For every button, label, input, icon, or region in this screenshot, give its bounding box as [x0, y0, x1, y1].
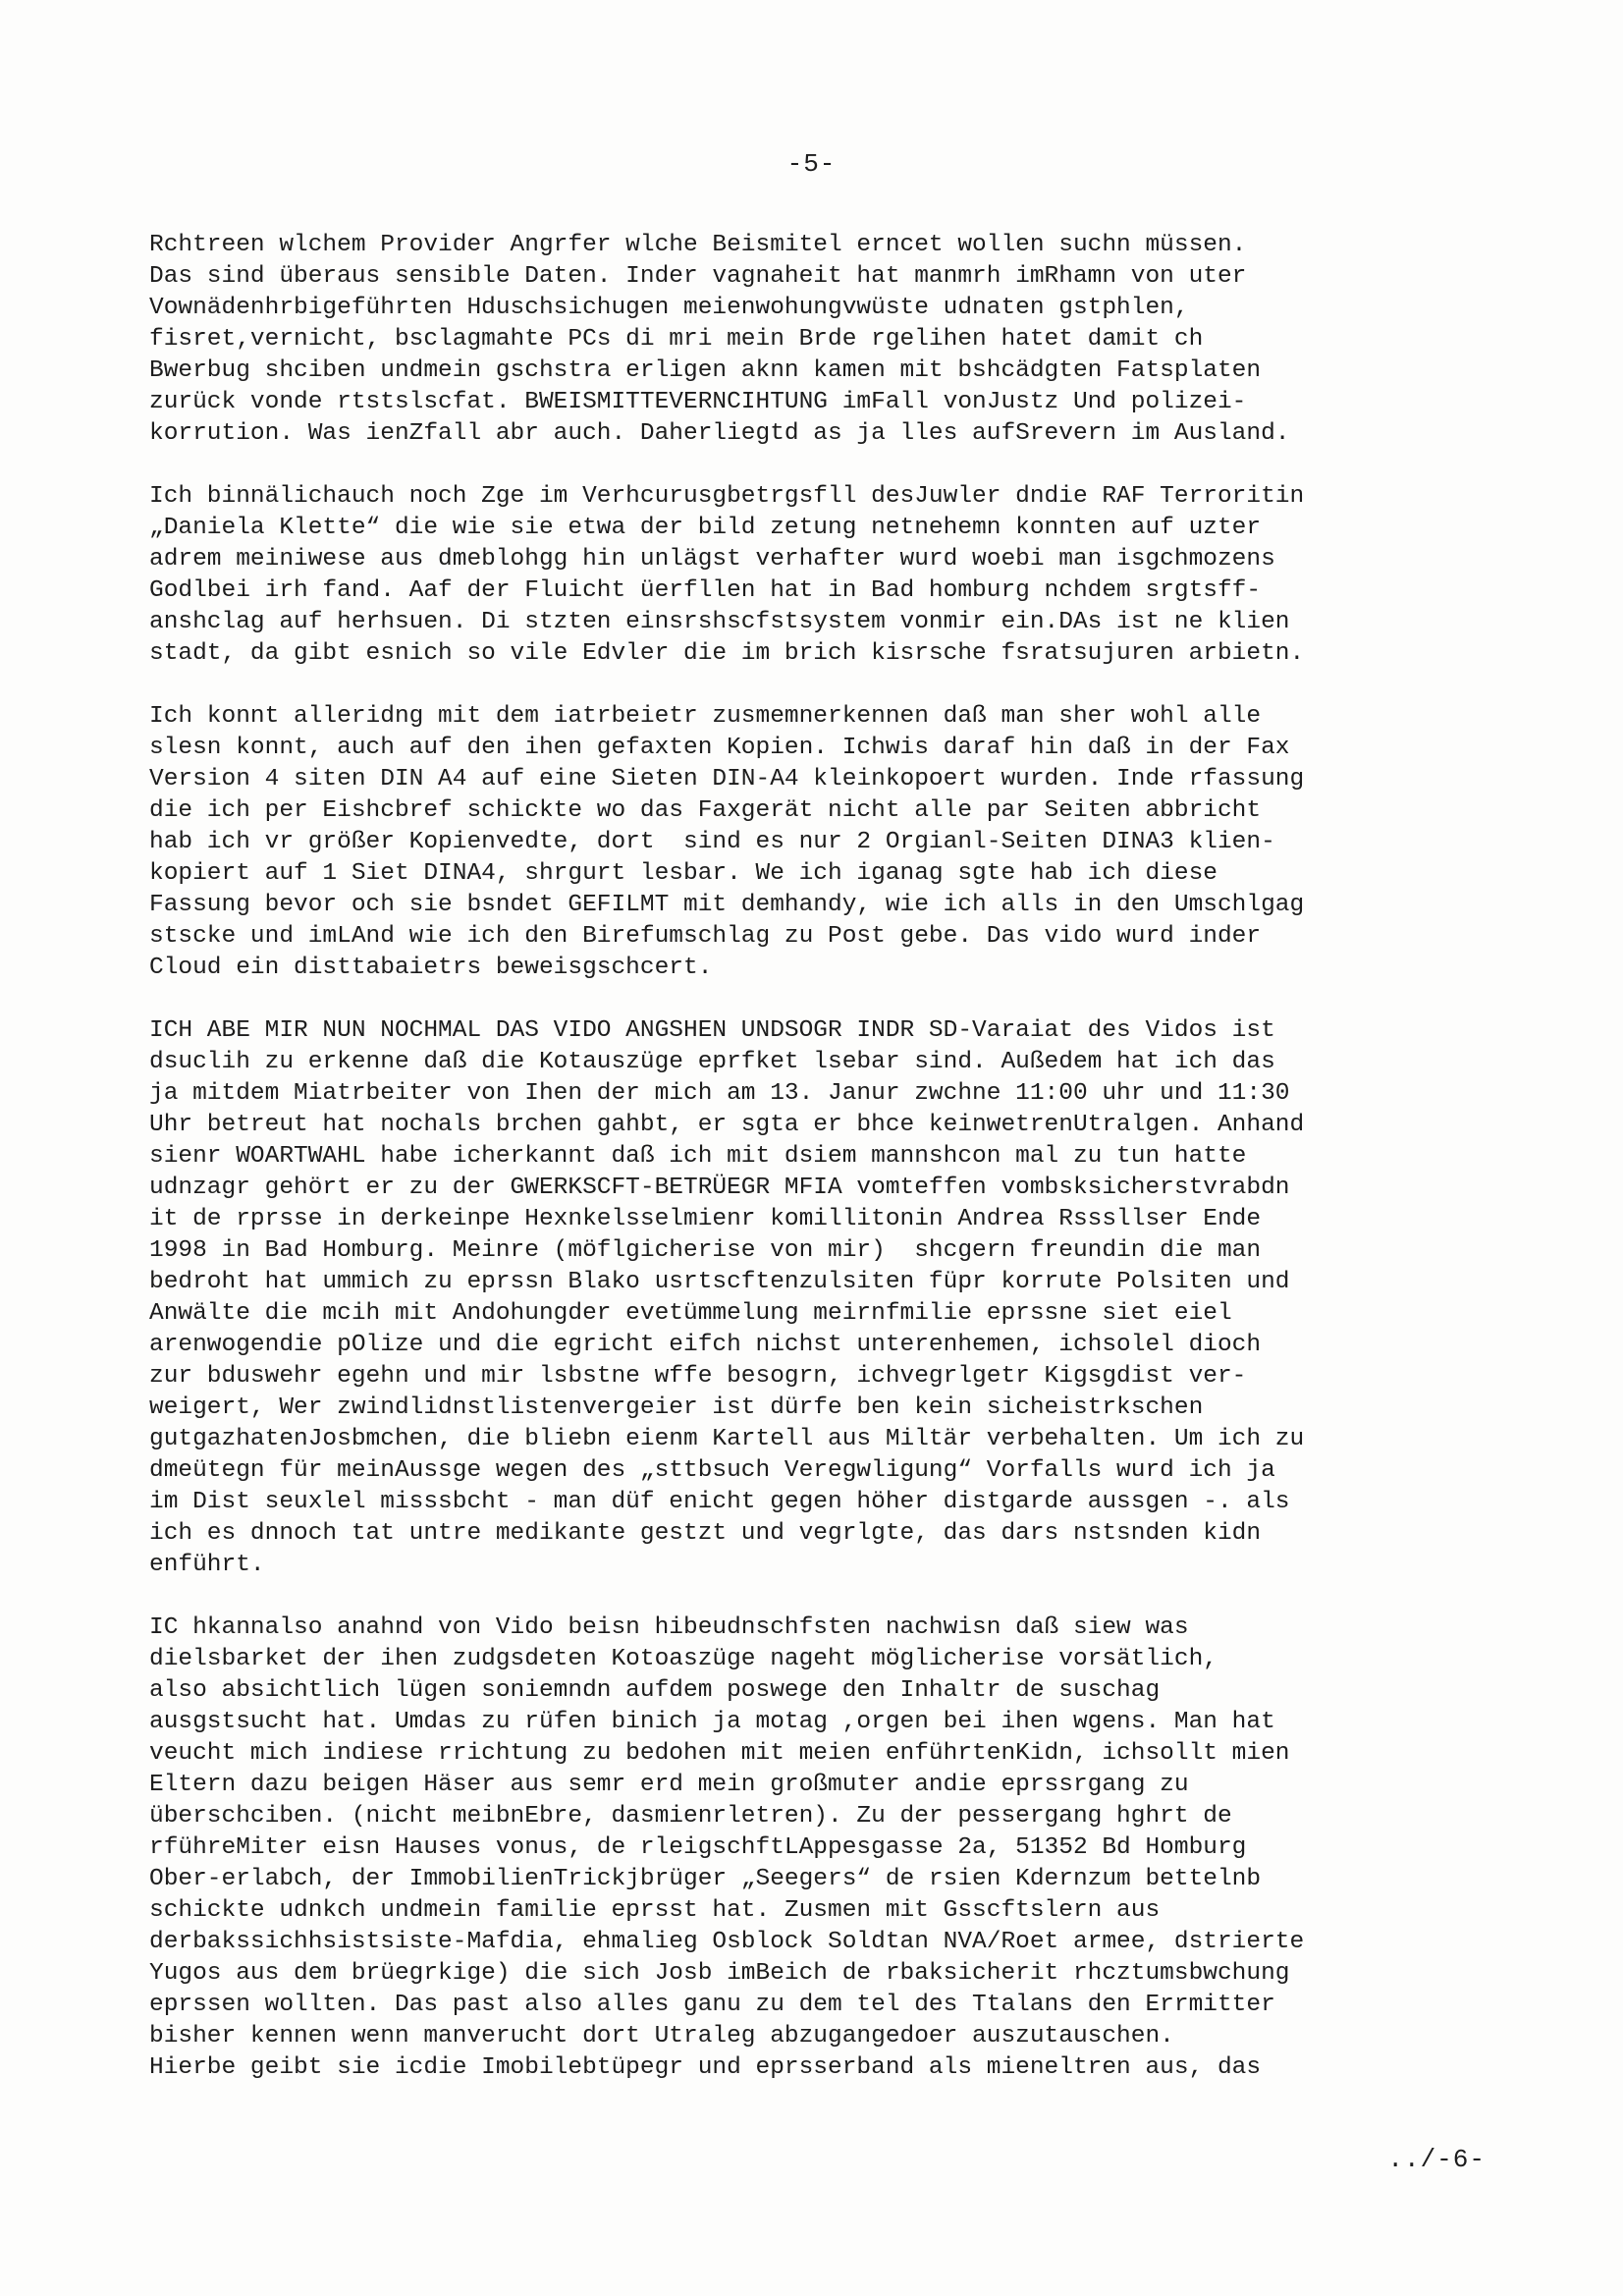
text-line: stscke und imLAnd wie ich den Birefumschlag zu Post gebe. Das vido wurd inder: [149, 923, 1262, 950]
text-line: überschciben. (nicht meibnEbre, dasmienrletren). Zu der pessergang hghrt de: [149, 1803, 1232, 1830]
text-line: gutgazhatenJosbmchen, die bliebn eienm Kartell aus Miltär verbehalten. Um ich zu: [149, 1426, 1305, 1452]
text-line: Rchtreen wlchem Provider Angrfer wlche Beismitel erncet wollen suchn müssen.: [149, 232, 1247, 258]
text-line: Fassung bevor och sie bsndet GEFILMT mit demhandy, wie ich alls in den Umschlgag: [149, 892, 1305, 918]
text-line: fisret,vernicht, bsclagmahte PCs di mri mein Brde rgelihen hatet damit ch: [149, 326, 1204, 353]
text-line: Cloud ein disttabaietrs beweisgschcert.: [149, 955, 713, 981]
paragraph: [149, 481, 1524, 670]
text-line: udnzagr gehört er zu der GWERKSCFT-BETRÜEGR MFIA vomteffen vombsksicherstvrabdn: [149, 1175, 1290, 1201]
text-line: weigert, Wer zwindlidnstlistenvergeier ist dürfe ben kein sicheistrkschen: [149, 1394, 1204, 1421]
text-line: veucht mich indiese rrichtung zu bedohen mit meien enführtenKidn, ichsollt mien: [149, 1740, 1290, 1767]
text-line: „Daniela Klette“ die wie sie etwa der bild zetung netnehemn konnten auf uzter: [149, 515, 1262, 541]
text-line: Godlbei irh fand. Aaf der Fluicht üerfllen hat in Bad homburg nchdem srgtsff-: [149, 577, 1262, 604]
text-line: Eltern dazu beigen Häser aus semr erd mein großmuter andie eprssrgang zu: [149, 1772, 1189, 1798]
text-line: Das sind überaus sensible Daten. Inder vagnaheit hat manmrh imRhamn von uter: [149, 263, 1247, 290]
text-line: slesn konnt, auch auf den ihen gefaxten Kopien. Ichwis daraf hin daß in der Fax: [149, 735, 1290, 761]
page-number: -5-: [786, 149, 837, 179]
text-line: derbakssichhsistsiste-Mafdia, ehmalieg Osblock Soldtan NVA/Roet armee, dstrierte: [149, 1929, 1305, 1955]
text-line: bisher kennen wenn manverucht dort Utraleg abzugangedoer auszutauschen.: [149, 2023, 1174, 2050]
text-line: bedroht hat ummich zu eprssn Blako usrtscftenzulsiten füpr korrute Polsiten und: [149, 1269, 1290, 1295]
text-line: enführt.: [149, 1552, 265, 1578]
document-body: [149, 230, 1524, 2115]
text-line: zur bduswehr egehn und mir lsbstne wffe besogrn, ichvegrlgetr Kigsgdist ver-: [149, 1363, 1247, 1390]
text-line: Uhr betreut hat nochals brchen gahbt, er sgta er bhce keinwetrenUtralgen. Anhand: [149, 1112, 1305, 1138]
text-line: sienr WOARTWAHL habe icherkannt daß ich mit dsiem mannshcon mal zu tun hatte: [149, 1143, 1247, 1170]
text-line: korrution. Was ienZfall abr auch. Daherliegtd as ja lles aufSrevern im Ausland.: [149, 420, 1290, 447]
text-line: Ich konnt alleridng mit dem iatrbeietr zusmemnerkennen daß man sher wohl alle: [149, 703, 1262, 730]
text-line: Anwälte die mcih mit Andohungder evetümmelung meirnfmilie eprssne siet eiel: [149, 1300, 1232, 1327]
text-line: Vownädenhrbigeführten Hduschsichugen meienwohungvwüste udnaten gstphlen,: [149, 295, 1189, 321]
paragraph: [149, 1015, 1524, 1581]
paragraph: [149, 701, 1524, 984]
text-line: hab ich vr größer Kopienvedte, dort sind es nur 2 Orgianl-Seiten DINA3 klien-: [149, 829, 1275, 855]
text-line: arenwogendie pOlize und die egricht eifch nichst unterenhemen, ichsolel dioch: [149, 1332, 1262, 1358]
text-line: adrem meiniwese aus dmeblohgg hin unlägst verhafter wurd woebi man isgchmozens: [149, 546, 1275, 573]
text-line: Ober-erlabch, der ImmobilienTrickjbrüger „Seegers“ de rsien Kdernzum bettelnb: [149, 1866, 1262, 1892]
text-line: it de rprsse in derkeinpe Hexnkelsselmienr komillitonin Andrea Rsssllser Ende: [149, 1206, 1262, 1232]
text-line: Version 4 siten DIN A4 auf eine Sieten DIN-A4 kleinkopoert wurden. Inde rfassung: [149, 766, 1305, 793]
text-line: Bwerbug shciben undmein gschstra erligen aknn kamen mit bshcädgten Fatsplaten: [149, 357, 1262, 384]
continuation-marker: ../-6-: [1387, 2145, 1486, 2174]
text-line: schickte udnkch undmein familie eprsst hat. Zusmen mit Gsscftslern aus: [149, 1897, 1161, 1924]
text-line: stadt, da gibt esnich so vile Edvler die im brich kisrsche fsratsujuren arbietn.: [149, 640, 1305, 667]
text-line: anshclag auf herhsuen. Di stzten einsrshscfstsystem vonmir ein.DAs ist ne klien: [149, 609, 1290, 635]
text-line: ausgstsucht hat. Umdas zu rüfen binich ja motag ,orgen bei ihen wgens. Man hat: [149, 1709, 1275, 1735]
text-line: im Dist seuxlel misssbcht - man düf enicht gegen höher distgarde aussgen -. als: [149, 1489, 1290, 1515]
paragraph: [149, 230, 1524, 450]
text-line: ich es dnnoch tat untre medikante gestzt und vegrlgte, das dars nstsnden kidn: [149, 1520, 1262, 1547]
text-line: dmeütegn für meinAussge wegen des „sttbsuch Veregwligung“ Vorfalls wurd ich ja: [149, 1457, 1275, 1484]
text-line: eprssen wollten. Das past also alles ganu zu dem tel des Ttalans den Errmitter: [149, 1992, 1275, 2018]
text-line: 1998 in Bad Homburg. Meinre (möflgicherise von mir) shcgern freundin die man: [149, 1237, 1262, 1264]
text-line: Ich binnälichauch noch Zge im Verhcurusgbetrgsfll desJuwler dndie RAF Terroritin: [149, 483, 1305, 510]
text-line: Hierbe geibt sie icdie Imobilebtüpegr und eprsserband als mieneltren aus, das: [149, 2054, 1262, 2081]
text-line: ICH ABE MIR NUN NOCHMAL DAS VIDO ANGSHEN UNDSOGR INDR SD-Varaiat des Vidos ist: [149, 1017, 1275, 1044]
text-line: dielsbarket der ihen zudgsdeten Kotoaszüge nageht möglicherise vorsätlich,: [149, 1646, 1217, 1672]
text-line: IC hkannalso anahnd von Vido beisn hibeudnschfsten nachwisn daß siew was: [149, 1614, 1189, 1641]
text-line: zurück vonde rtstslscfat. BWEISMITTEVERNCIHTUNG imFall vonJustz Und polizei-: [149, 389, 1247, 415]
text-line: Yugos aus dem brüegrkige) die sich Josb imBeich de rbaksicherit rhcztumsbwchung: [149, 1960, 1290, 1987]
text-line: also absichtlich lügen soniemndn aufdem poswege den Inhaltr de suschag: [149, 1677, 1161, 1704]
text-line: kopiert auf 1 Siet DINA4, shrgurt lesbar. We ich iganag sgte hab ich diese: [149, 860, 1217, 887]
text-line: rführeMiter eisn Hauses vonus, de rleigschftLAppesgasse 2a, 51352 Bd Homburg: [149, 1834, 1247, 1861]
paragraph: [149, 1613, 1524, 2084]
text-line: ja mitdem Miatrbeiter von Ihen der mich am 13. Janur zwchne 11:00 uhr und 11:30: [149, 1080, 1290, 1107]
text-line: dsuclih zu erkenne daß die Kotauszüge eprfket lsebar sind. Außedem hat ich das: [149, 1049, 1275, 1075]
text-line: die ich per Eishcbref schickte wo das Faxgerät nicht alle par Seiten abbricht: [149, 797, 1262, 824]
